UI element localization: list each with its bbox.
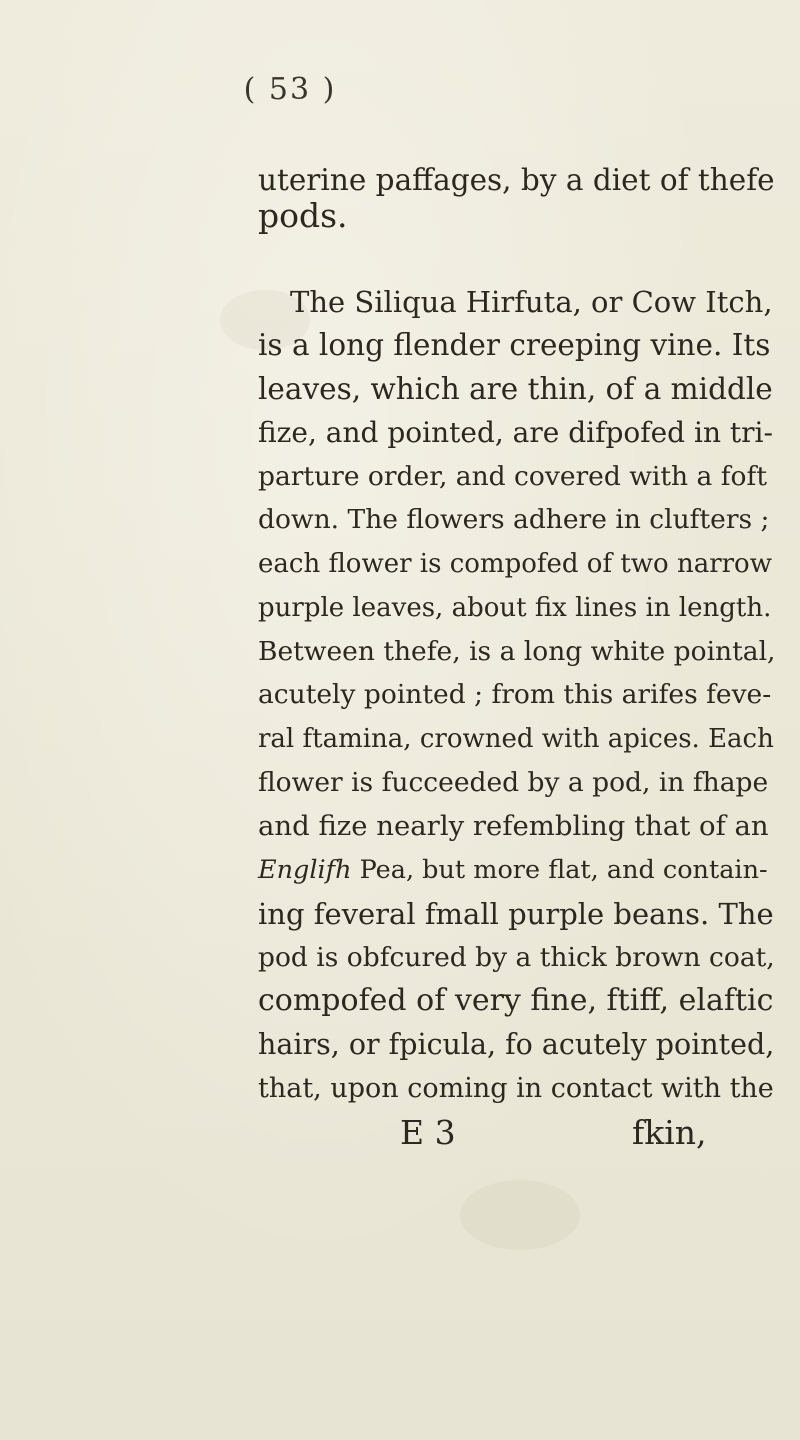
text-line: parture order, and covered with a foft xyxy=(258,461,767,492)
text-line: ral ftamina, crowned with apices. Each xyxy=(258,724,774,754)
text-line: hairs, or fpicula, fo acutely pointed, xyxy=(258,1028,775,1061)
text-line: that, upon coming in contact with the xyxy=(258,1073,774,1104)
text-line: each flower is compofed of two narrow xyxy=(258,549,772,579)
text-line: flower is fucceeded by a pod, in fhape xyxy=(258,767,769,798)
signature-mark: E 3 xyxy=(400,1113,456,1152)
text-line: Between thefe, is a long white pointal, xyxy=(258,636,776,667)
page-number: ( 53 ) xyxy=(243,72,337,107)
text-line: The Siliqua Hirfuta, or Cow Itch, xyxy=(290,285,773,319)
text-line: compofed of very fine, ftiff, elaftic xyxy=(258,983,774,1018)
italic-word: Englifh xyxy=(258,855,352,885)
text-run: Pea, but more flat, and contain- xyxy=(359,855,768,885)
text-line: acutely pointed ; from this arifes feve- xyxy=(258,679,772,710)
text-line: ing feveral fmall purple beans. The xyxy=(258,897,774,931)
text-line: uterine paffages, by a diet of thefe xyxy=(258,163,775,197)
text-line: pods. xyxy=(258,196,348,235)
text-line: pod is obfcured by a thick brown coat, xyxy=(258,942,775,973)
catchword: fkin, xyxy=(632,1113,707,1152)
text-line xyxy=(258,850,768,890)
paper-stain xyxy=(460,1180,580,1250)
text-line: fize, and pointed, are difpofed in tri- xyxy=(258,416,773,449)
text-line: purple leaves, about fix lines in length. xyxy=(258,593,772,623)
text-line: down. The flowers adhere in clufters ; xyxy=(258,504,770,535)
text-line: is a long flender creeping vine. Its xyxy=(258,328,771,362)
text-line: and fize nearly refembling that of an xyxy=(258,810,769,842)
text-line: leaves, which are thin, of a middle xyxy=(258,372,773,406)
